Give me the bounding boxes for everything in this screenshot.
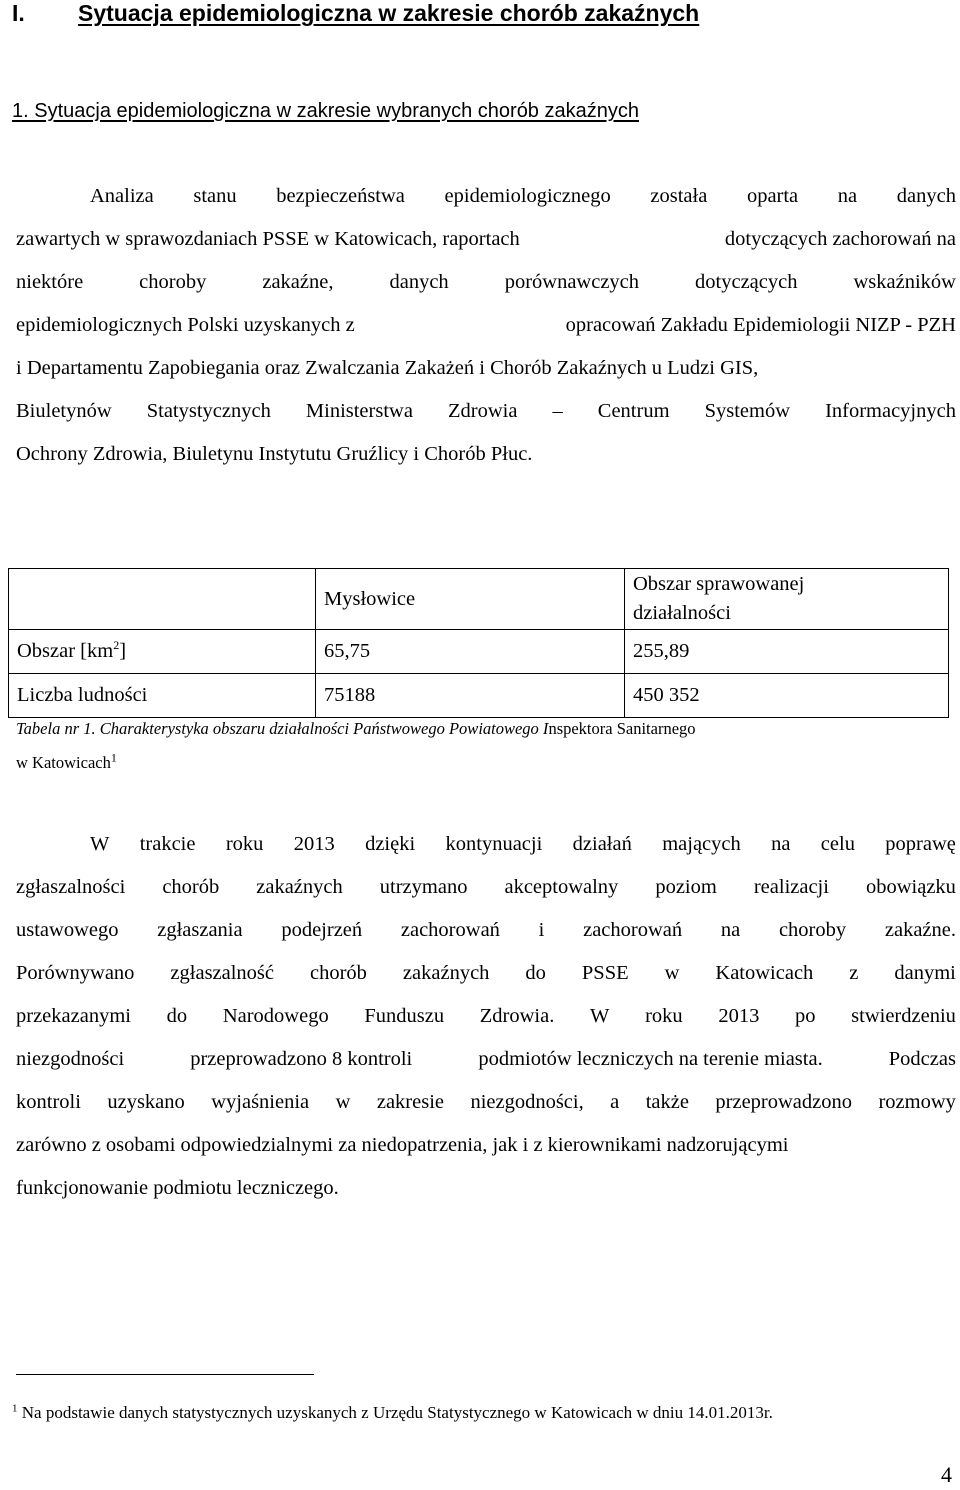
table-row xyxy=(9,630,949,674)
caption-line2-text: w Katowicach xyxy=(16,753,111,772)
text-segment: zachorowań xyxy=(583,919,683,941)
text-line xyxy=(16,390,956,433)
text-segment: Centrum xyxy=(597,400,670,422)
text-segment: zakaźne, xyxy=(262,271,334,293)
table-header-area xyxy=(625,569,949,630)
text-segment: wskaźników xyxy=(853,271,956,293)
text-segment: niezgodności xyxy=(16,1048,125,1070)
table-cell: 75188 xyxy=(316,674,625,718)
text-segment: kontynuacji xyxy=(445,833,543,855)
text-segment: Analiza xyxy=(90,185,154,207)
footnote-number: 1 xyxy=(12,1402,18,1415)
text-segment: zachorowań xyxy=(400,919,500,941)
text-segment: poziom xyxy=(655,876,717,898)
row-label-end: ] xyxy=(119,640,127,662)
text-line xyxy=(16,909,956,952)
text-segment: zawartych w sprawozdaniach PSSE w Katowicach, raportach xyxy=(16,228,520,250)
text-segment: po xyxy=(794,1005,816,1027)
text-segment: W xyxy=(590,1005,610,1027)
header-myslowice-text: Mysłowice xyxy=(324,587,416,610)
header-area-line2: działalności xyxy=(633,602,731,624)
text-line xyxy=(16,1038,956,1081)
text-segment: niezgodności, xyxy=(470,1091,584,1113)
text-segment: roku xyxy=(225,833,264,855)
text-segment: Zdrowia xyxy=(447,400,518,422)
table-cell: 65,75 xyxy=(316,630,625,674)
text-segment: poprawę xyxy=(885,833,956,855)
text-line xyxy=(16,1081,956,1124)
table-row-label xyxy=(9,630,316,674)
page-number: 4 xyxy=(941,1462,952,1487)
text-segment: zgłaszalność xyxy=(170,962,275,984)
text-segment: kontroli xyxy=(16,1091,81,1113)
text-line xyxy=(16,995,956,1038)
text-line xyxy=(16,304,956,347)
row-label-text: Obszar [km xyxy=(17,640,114,662)
text-segment: opracowań Zakładu Epidemiologii NIZP - PZH xyxy=(565,314,956,336)
text-segment: zgłaszalności xyxy=(16,876,126,898)
text-line xyxy=(16,261,956,304)
text-segment: dotyczących zachorowań na xyxy=(724,228,956,250)
text-line xyxy=(16,1124,956,1167)
text-segment: Systemów xyxy=(704,400,791,422)
text-segment: Informacyjnych xyxy=(825,400,956,422)
text-segment: wyjaśnienia xyxy=(211,1091,310,1113)
text-line xyxy=(16,952,956,995)
text-segment: choroby xyxy=(778,919,847,941)
text-segment: z xyxy=(849,962,859,984)
text-segment: działań xyxy=(572,833,632,855)
section-title: Sytuacja epidemiologiczna w zakresie chorób zakaźnych xyxy=(78,0,700,26)
text-segment: ustawowego xyxy=(16,919,119,941)
section-number: I. xyxy=(12,0,25,26)
text-segment: epidemiologicznych Polski uzyskanych z xyxy=(16,314,355,336)
text-segment: danymi xyxy=(894,962,956,984)
caption-normal-text: nspektora Sanitarnego xyxy=(548,719,696,738)
text-segment: oparta xyxy=(746,185,799,207)
footnote-text: Na podstawie danych statystycznych uzyskanych z Urzędu Statystycznego w Katowicach w dniu 14.01.2013r. xyxy=(17,1403,773,1422)
text-segment: została xyxy=(650,185,708,207)
subsection-heading: 1. Sytuacja epidemiologiczna w zakresie wybranych chorób zakaźnych xyxy=(12,100,639,122)
text-segment: chorób xyxy=(310,962,367,984)
text-segment: i xyxy=(538,919,545,941)
intro-paragraph xyxy=(16,175,956,476)
body-paragraph xyxy=(16,823,956,1210)
text-segment: w xyxy=(664,962,680,984)
text-line xyxy=(16,1167,956,1210)
footnote-separator xyxy=(16,1374,314,1375)
text-segment: danych xyxy=(896,185,956,207)
text-segment: PSSE xyxy=(581,962,629,984)
text-segment: choroby xyxy=(139,271,207,293)
text-segment: na xyxy=(720,919,741,941)
table-cell: 450 352 xyxy=(625,674,949,718)
text-segment: do xyxy=(525,962,546,984)
text-segment: w xyxy=(335,1091,351,1113)
text-segment: roku xyxy=(645,1005,683,1027)
text-segment: a xyxy=(610,1091,620,1113)
table-caption xyxy=(16,714,956,744)
text-line xyxy=(16,433,956,476)
text-segment: utrzymano xyxy=(379,876,468,898)
text-segment: zgłaszania xyxy=(157,919,243,941)
text-segment: niektóre xyxy=(16,271,84,293)
text-segment: celu xyxy=(820,833,855,855)
text-segment: stwierdzeniu xyxy=(851,1005,956,1027)
text-segment: 2013 xyxy=(718,1005,760,1027)
text-segment: Statystycznych xyxy=(146,400,271,422)
table-row-label: Liczba ludności xyxy=(9,674,316,718)
text-segment: dzięki xyxy=(365,833,416,855)
text-segment: stanu xyxy=(193,185,237,207)
text-segment: realizacji xyxy=(753,876,829,898)
footnote xyxy=(12,1398,773,1428)
text-segment: przeprowadzono 8 kontroli xyxy=(190,1048,413,1070)
text-segment: trakcie xyxy=(139,833,196,855)
text-segment: epidemiologicznego xyxy=(444,185,611,207)
table-caption-line2 xyxy=(16,748,117,778)
text-line xyxy=(16,218,956,261)
area-characteristics-table xyxy=(8,568,949,718)
header-area-line1: Obszar sprawowanej xyxy=(633,573,805,595)
text-segment: na xyxy=(837,185,858,207)
text-segment: funkcjonowanie podmiotu leczniczego. xyxy=(16,1177,339,1199)
text-segment: zakaźne. xyxy=(884,919,956,941)
text-segment: zakaźnych xyxy=(402,962,490,984)
text-segment: W xyxy=(90,833,110,855)
text-segment: bezpieczeństwa xyxy=(276,185,405,207)
text-segment: Biuletynów xyxy=(16,400,112,422)
text-segment: i Departamentu Zapobiegania oraz Zwalczania Zakażeń i Chorób Zakaźnych u Ludzi GIS, xyxy=(16,357,759,379)
text-segment: zakresie xyxy=(376,1091,444,1113)
text-line xyxy=(16,175,956,218)
text-segment: do xyxy=(166,1005,188,1027)
text-segment: zakaźnych xyxy=(256,876,343,898)
text-segment: Funduszu xyxy=(364,1005,445,1027)
text-segment: porównawczych xyxy=(504,271,640,293)
text-segment: mających xyxy=(662,833,741,855)
text-segment: podejrzeń xyxy=(281,919,363,941)
text-segment: 2013 xyxy=(293,833,335,855)
text-line xyxy=(16,347,956,390)
text-segment: danych xyxy=(389,271,449,293)
text-segment: Ministerstwa xyxy=(305,400,413,422)
table-cell: 255,89 xyxy=(625,630,949,674)
caption-italic-text: Tabela nr 1. Charakterystyka obszaru działalności Państwowego Powiatowego I xyxy=(16,719,549,738)
row-label-superscript: 2 xyxy=(113,638,120,653)
text-line xyxy=(16,823,956,866)
text-segment: na xyxy=(771,833,791,855)
text-segment: przekazanymi xyxy=(16,1005,131,1027)
text-segment: Katowicach xyxy=(715,962,814,984)
footnote-reference: 1 xyxy=(110,750,117,765)
table-header-empty-cell xyxy=(9,569,316,630)
text-segment: Narodowego xyxy=(222,1005,329,1027)
text-segment: akceptowalny xyxy=(504,876,619,898)
text-segment: zarówno z osobami odpowiedzialnymi za niedopatrzenia, jak i z kierownikami nadzorującymi xyxy=(16,1134,789,1156)
text-segment: Porównywano xyxy=(16,962,135,984)
text-segment: rozmowy xyxy=(878,1091,956,1113)
text-segment: uzyskano xyxy=(107,1091,185,1113)
text-segment: chorób xyxy=(162,876,220,898)
text-segment: Podczas xyxy=(888,1048,956,1070)
text-segment: dotyczących xyxy=(695,271,798,293)
table-header-row xyxy=(9,569,949,630)
text-line xyxy=(16,866,956,909)
text-segment: także xyxy=(645,1091,689,1113)
text-segment: podmiotów leczniczych na terenie miasta. xyxy=(478,1048,823,1070)
table-header-myslowice xyxy=(316,569,625,630)
section-heading xyxy=(12,0,952,30)
table-row xyxy=(9,674,949,718)
text-segment: obowiązku xyxy=(865,876,956,898)
text-segment: Zdrowia. xyxy=(479,1005,555,1027)
text-segment: – xyxy=(552,400,563,422)
text-segment: przeprowadzono xyxy=(715,1091,853,1113)
text-segment: Ochrony Zdrowia, Biuletynu Instytutu Gruźlicy i Chorób Płuc. xyxy=(16,443,533,465)
